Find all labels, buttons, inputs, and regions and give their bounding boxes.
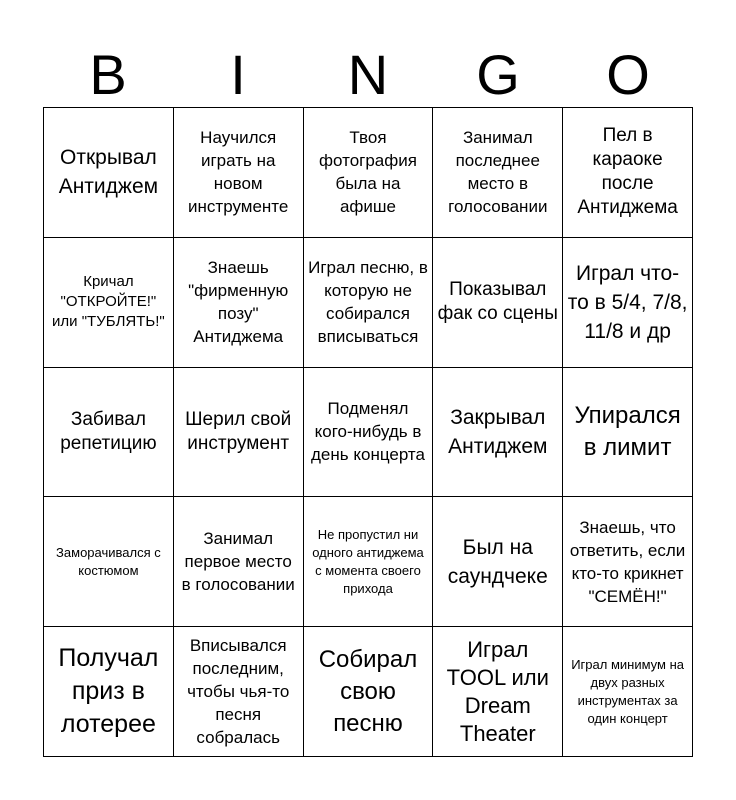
bingo-cell-11[interactable]: [44, 368, 174, 498]
bingo-cell-25[interactable]: [563, 627, 693, 757]
bingo-header: [43, 40, 693, 110]
bingo-cell-21[interactable]: [44, 627, 174, 757]
bingo-cell-10[interactable]: [563, 238, 693, 368]
bingo-cell-16[interactable]: [44, 497, 174, 627]
bingo-cell-18[interactable]: [304, 497, 434, 627]
bingo-cell-20[interactable]: [563, 497, 693, 627]
bingo-cell-22-text: Вписывался последним, чтобы чья-то песня собралась: [187, 636, 290, 748]
bingo-cell-6-text: Кричал "ОТКРОЙТЕ!" или "ТУБЛЯТЬ!": [52, 273, 165, 331]
bingo-cell-9[interactable]: [433, 238, 563, 368]
bingo-grid: [43, 107, 693, 757]
bingo-cell-23-text: Собирал свою песню: [318, 645, 418, 737]
bingo-cell-7[interactable]: [174, 238, 304, 368]
bingo-cell-1-text: Открывал Антиджем: [58, 146, 159, 199]
bingo-cell-2-text: Научился играть на новом инструменте: [188, 128, 289, 217]
bingo-cell-18-text: Не пропустил ни одного антиджема с момента своего прихода: [312, 526, 424, 596]
bingo-cell-15-text: Упирался в лимит: [574, 401, 681, 461]
header-letter-i: I: [230, 43, 246, 106]
header-letter-g: G: [476, 43, 520, 106]
bingo-cell-19-text: Был на саундчеке: [447, 535, 548, 588]
bingo-cell-2[interactable]: [174, 108, 304, 238]
bingo-cell-12[interactable]: [174, 368, 304, 498]
bingo-cell-6[interactable]: [44, 238, 174, 368]
bingo-cell-14-text: Закрывал Антиджем: [448, 405, 548, 458]
bingo-cell-8[interactable]: [304, 238, 434, 368]
bingo-cell-25-text: Играл минимум на двух разных инструментах за один концерт: [571, 656, 684, 726]
bingo-cell-20-text: Знаешь, что ответить, если кто-то крикнет "СЕМЁН!": [569, 517, 686, 606]
bingo-cell-17-text: Занимал первое место в голосовании: [181, 529, 295, 595]
bingo-cell-13-text: Подменял кого-нибудь в день концерта: [311, 399, 425, 465]
bingo-cell-14[interactable]: [433, 368, 563, 498]
bingo-cell-19[interactable]: [433, 497, 563, 627]
bingo-cell-10-text: Играл что-то в 5/4, 7/8, 11/8 и др: [567, 261, 688, 343]
bingo-cell-3-text: Твоя фотография была на афише: [319, 128, 417, 217]
bingo-cell-22[interactable]: [174, 627, 304, 757]
header-letter-o: O: [606, 43, 650, 106]
bingo-cell-1[interactable]: [44, 108, 174, 238]
bingo-cell-4-text: Занимал последнее место в голосовании: [448, 128, 548, 217]
bingo-cell-21-text: Получал приз в лотерее: [58, 644, 159, 739]
header-letter-n: N: [347, 43, 389, 106]
bingo-cell-17[interactable]: [174, 497, 304, 627]
bingo-cell-9-text: Показывал фак со сцены: [437, 279, 558, 325]
bingo-cell-5-text: Пел в караоке после Антиджема: [577, 125, 678, 219]
bingo-cell-8-text: Играл песню, в которую не собирался вписываться: [308, 258, 428, 347]
bingo-cell-12-text: Шерил свой инструмент: [185, 408, 292, 454]
bingo-cell-24-text: Играл TOOL или Dream Theater: [446, 636, 549, 746]
bingo-cell-3[interactable]: [304, 108, 434, 238]
bingo-cell-15[interactable]: [563, 368, 693, 498]
bingo-cell-13[interactable]: [304, 368, 434, 498]
bingo-cell-7-text: Знаешь "фирменную позу" Антиджема: [188, 258, 289, 347]
header-letter-b: B: [89, 43, 127, 106]
bingo-cell-4[interactable]: [433, 108, 563, 238]
bingo-cell-5[interactable]: [563, 108, 693, 238]
bingo-cell-11-text: Забивал репетицию: [60, 408, 157, 454]
bingo-cell-16-text: Заморачивался с костюмом: [56, 544, 161, 578]
bingo-cell-23[interactable]: [304, 627, 434, 757]
bingo-cell-24[interactable]: [433, 627, 563, 757]
